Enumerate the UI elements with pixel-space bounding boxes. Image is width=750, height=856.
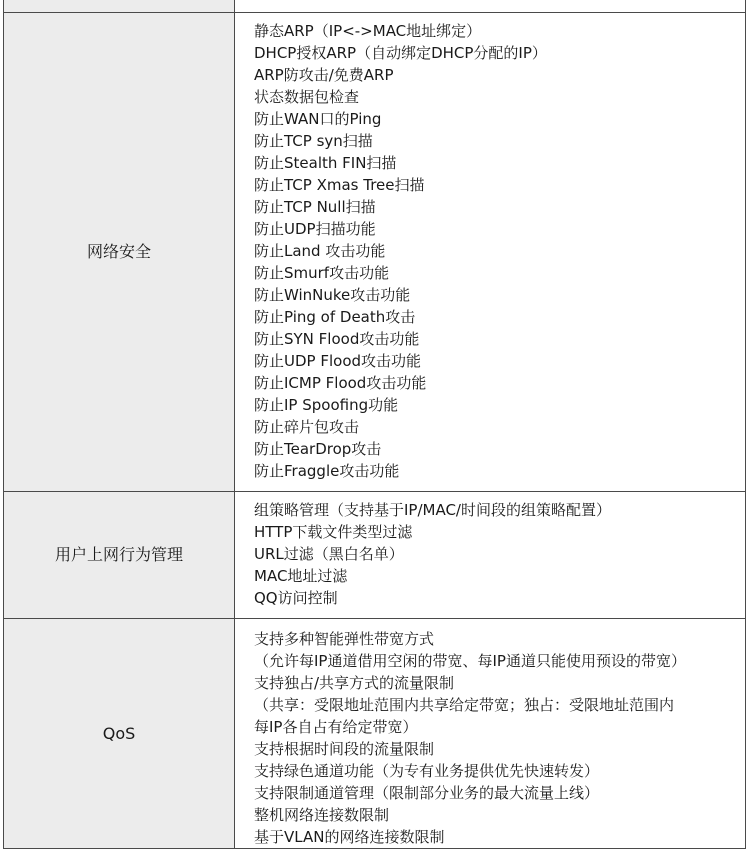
- category-network-security: 网络安全: [4, 13, 235, 492]
- list-item: 防止UDP Flood攻击功能: [254, 352, 422, 370]
- list-item: ARP防攻击/免费ARP: [254, 66, 394, 84]
- list-item: 防止SYN Flood攻击功能: [254, 330, 420, 348]
- list-item: （共享：受限地址范围内共享给定带宽；独占：受限地址范围内: [254, 696, 675, 714]
- items-cell-previous: [235, 0, 746, 13]
- list-item: 防止WinNuke攻击功能: [254, 286, 411, 304]
- list-item: 支持多种智能弹性带宽方式: [254, 630, 435, 648]
- list-item: 防止TCP Xmas Tree扫描: [254, 176, 425, 194]
- items-user-behavior: [235, 492, 746, 619]
- list-item: 防止Fraggle攻击功能: [254, 462, 400, 480]
- list-item: MAC地址过滤: [254, 567, 348, 585]
- list-item: 防止TCP Null扫描: [254, 198, 376, 216]
- list-item: 基于VLAN的网络连接数限制: [254, 828, 445, 846]
- items-network-security: [235, 13, 746, 492]
- list-item: 防止TCP syn扫描: [254, 132, 373, 150]
- table-row-network-security: [4, 13, 746, 492]
- category-user-behavior: 用户上网行为管理: [4, 492, 235, 619]
- list-item: QQ访问控制: [254, 589, 338, 607]
- list-item: 防止IP Spoofing功能: [254, 396, 399, 414]
- spec-table: [3, 0, 746, 849]
- list-item: （允许每IP通道借用空闲的带宽、每IP通道只能使用预设的带宽）: [254, 652, 686, 670]
- list-item: 防止Land 攻击功能: [254, 242, 386, 260]
- list-item: 防止ICMP Flood攻击功能: [254, 374, 427, 392]
- list-item: HTTP下载文件类型过滤: [254, 523, 413, 541]
- list-item: 防止TearDrop攻击: [254, 440, 382, 458]
- table-row-previous: [4, 0, 746, 13]
- list-item: 静态ARP（IP<->MAC地址绑定）: [254, 22, 482, 40]
- list-item: 支持独占/共享方式的流量限制: [254, 674, 455, 692]
- list-item: 支持绿色通道功能（为专有业务提供优先快速转发）: [254, 762, 600, 780]
- list-item: 防止WAN口的Ping: [254, 110, 382, 128]
- category-cell-previous: [4, 0, 235, 13]
- list-item: 组策略管理（支持基于IP/MAC/时间段的组策略配置）: [254, 501, 611, 519]
- list-item: 整机网络连接数限制: [254, 806, 390, 824]
- list-item: 支持根据时间段的流量限制: [254, 740, 435, 758]
- list-item: 防止UDP扫描功能: [254, 220, 376, 238]
- list-item: 防止碎片包攻击: [254, 418, 360, 436]
- list-item: DHCP授权ARP（自动绑定DHCP分配的IP）: [254, 44, 547, 62]
- list-item: 状态数据包检查: [254, 88, 360, 106]
- list-item: 防止Smurf攻击功能: [254, 264, 390, 282]
- items-qos: [235, 619, 746, 849]
- table-row-qos: [4, 619, 746, 849]
- table-row-user-behavior: [4, 492, 746, 619]
- category-qos: QoS: [4, 619, 235, 849]
- list-item: 每IP各自占有给定带宽）: [254, 718, 418, 736]
- list-item: 支持限制通道管理（限制部分业务的最大流量上线）: [254, 784, 600, 802]
- list-item: URL过滤（黑白名单）: [254, 545, 404, 563]
- list-item: 防止Ping of Death攻击: [254, 308, 416, 326]
- list-item: 防止Stealth FIN扫描: [254, 154, 397, 172]
